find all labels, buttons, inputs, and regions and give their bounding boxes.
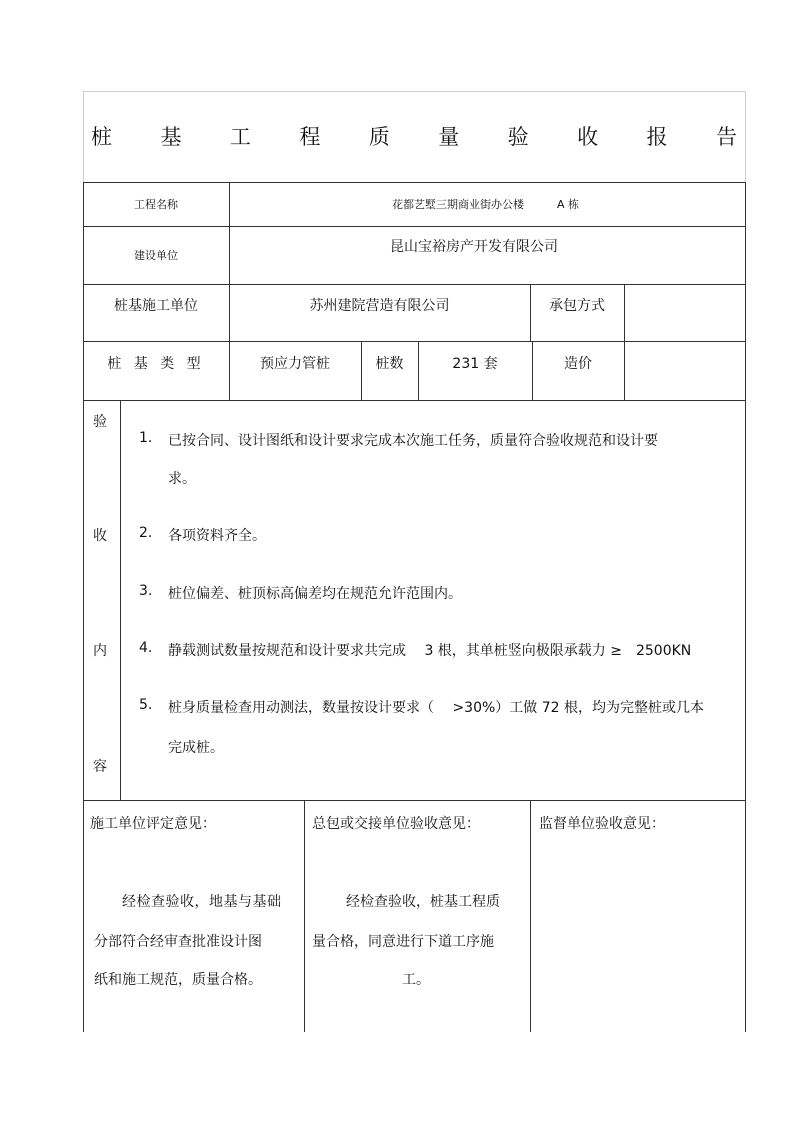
- item-2-number: 2.: [139, 525, 153, 541]
- side-label-char-4: 容: [93, 759, 107, 775]
- title-char-5: 质: [368, 125, 390, 149]
- title-char-4: 程: [299, 125, 321, 149]
- construction-opinion-line-1: 经检查验收，地基与基础: [122, 894, 282, 910]
- title-char-6: 量: [438, 125, 460, 149]
- pile-type-label: 桩 基 类 型: [107, 356, 205, 372]
- construction-opinion-line-2: 分部符合经审查批准设计图: [94, 934, 262, 950]
- project-building: A 栋: [557, 198, 580, 211]
- item-4-line1: 静载测试数量按规范和设计要求共完成 3 根，其单桩竖向极限承载力 ≥ 2500KN: [168, 643, 692, 659]
- item-5-number: 5.: [139, 697, 153, 713]
- title-char-9: 报: [646, 125, 668, 149]
- builder-label: 建设单位: [134, 249, 178, 262]
- item-5-line2: 完成桩。: [168, 740, 224, 756]
- table-line-v-op2: [530, 800, 531, 1032]
- table-line-h5: [83, 400, 745, 401]
- item-1-line1: 已按合同、设计图纸和设计要求完成本次施工任务，质量符合验收规范和设计要: [168, 433, 658, 449]
- title-char-8: 收: [577, 125, 599, 149]
- frame-right-line-top: [745, 91, 746, 182]
- table-line-v-right: [624, 284, 625, 400]
- side-label-char-1: 验: [93, 414, 107, 430]
- general-contractor-opinion-line-1: 经检查验收，桩基工程质: [346, 894, 500, 910]
- general-contractor-opinion-heading: 总包或交接单位验收意见：: [312, 816, 480, 832]
- supervision-opinion-heading: 监督单位验收意见：: [539, 816, 665, 832]
- item-3-line1: 桩位偏差、桩顶标高偏差均在规范允许范围内。: [168, 586, 462, 602]
- table-line-v-side: [120, 400, 121, 800]
- construction-opinion-heading: 施工单位评定意见：: [90, 816, 216, 832]
- title-char-7: 验: [507, 125, 529, 149]
- table-line-h6: [83, 800, 745, 801]
- pile-count-label: 桩数: [375, 356, 404, 372]
- side-label-char-3: 内: [93, 643, 107, 659]
- construction-opinion-line-3: 纸和施工规范，质量合格。: [94, 972, 262, 988]
- cost-label: 造价: [564, 356, 592, 372]
- item-4-number: 4.: [139, 640, 153, 656]
- item-1-number: 1.: [139, 430, 153, 446]
- pile-contractor-value: 苏州建院营造有限公司: [309, 298, 450, 314]
- title-char-2: 基: [160, 125, 182, 149]
- title-char-10: 告: [715, 125, 737, 149]
- item-1-line2: 求。: [168, 471, 196, 487]
- table-line-h2: [83, 226, 745, 227]
- item-5-line1: 桩身质量检查用动测法，数量按设计要求（ >30%）工做 72 根，均为完整桩或几本: [168, 700, 705, 716]
- pile-count-value: 231 套: [452, 356, 498, 372]
- title-char-1: 桩: [91, 125, 112, 149]
- project-name-label: 工程名称: [134, 198, 178, 211]
- table-line-h3: [83, 284, 745, 285]
- item-3-number: 3.: [139, 583, 153, 599]
- pile-type-value: 预应力管桩: [260, 356, 330, 372]
- contract-mode-label: 承包方式: [549, 298, 605, 314]
- builder-value: 昆山宝裕房产开发有限公司: [390, 239, 558, 255]
- item-2-line1: 各项资料齐全。: [168, 528, 266, 544]
- table-line-v-op1: [304, 800, 305, 1032]
- table-line-h4: [83, 341, 745, 342]
- general-contractor-opinion-line-2: 量合格，同意进行下道工序施: [312, 934, 494, 950]
- table-line-right: [745, 182, 746, 1032]
- title-char-3: 工: [229, 125, 251, 149]
- project-name-value: 花都艺墅三期商业街办公楼: [392, 198, 524, 211]
- report-title: [83, 121, 745, 151]
- frame-top-line: [83, 91, 745, 92]
- general-contractor-opinion-line-3: 工。: [402, 972, 430, 988]
- table-line-h1: [83, 182, 745, 183]
- side-label-char-2: 收: [93, 528, 107, 544]
- pile-contractor-label: 桩基施工单位: [114, 298, 198, 314]
